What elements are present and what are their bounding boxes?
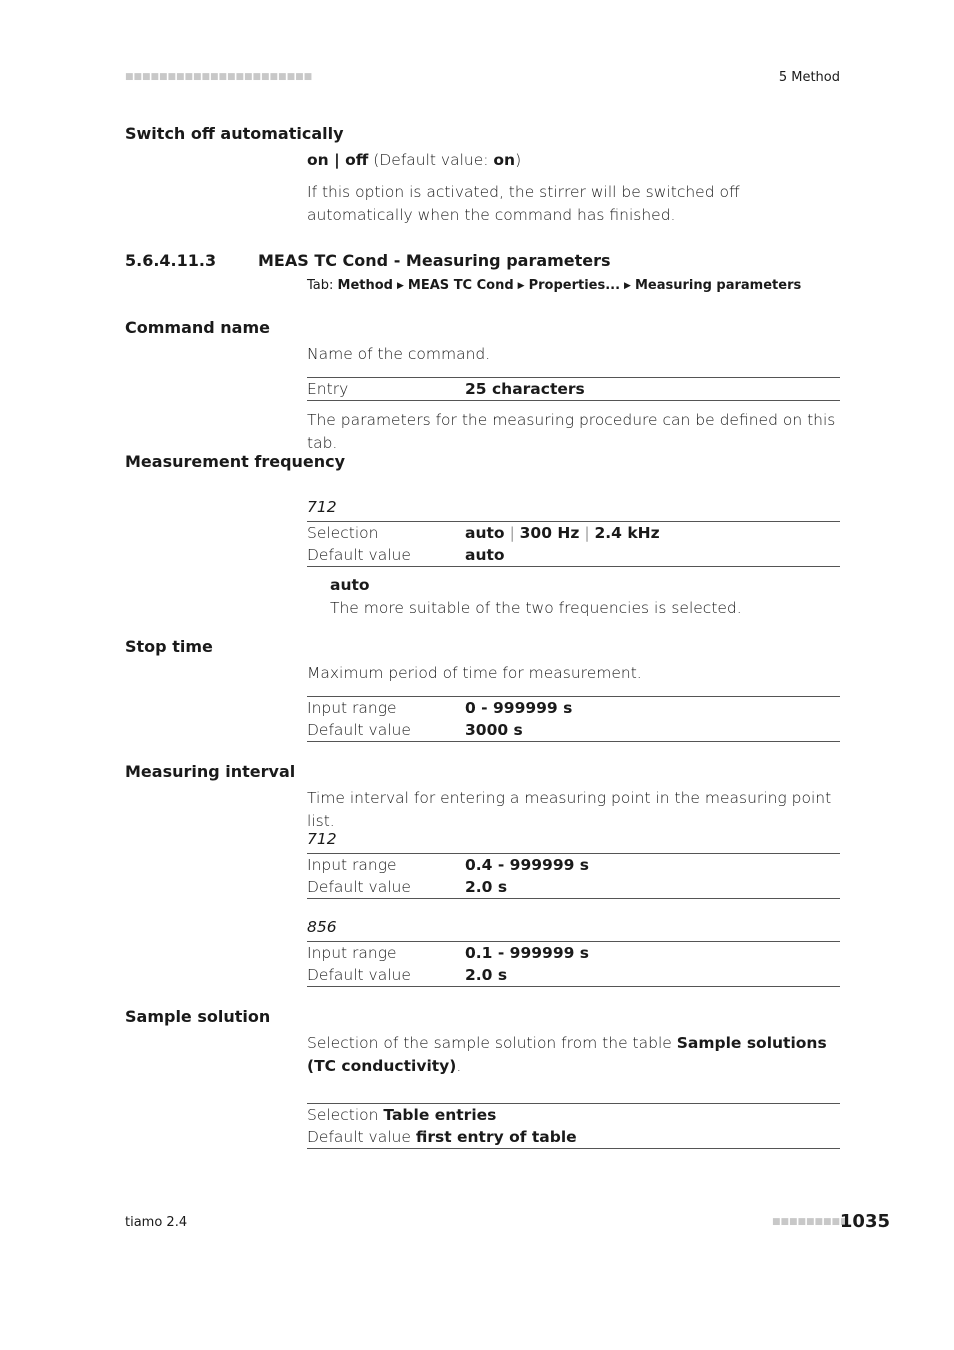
header-dots: ■■■■■■■■■■■■■■■■■■■■■■ (125, 72, 313, 82)
footer-dots: ■■■■■■■■■ (772, 1217, 849, 1227)
stop-time-description: Maximum period of time for measurement. (307, 664, 642, 682)
row-value: 0 - 999999 s (465, 699, 573, 717)
row-value: 25 characters (465, 380, 585, 398)
term-sample-solution: Sample solution (125, 1007, 271, 1026)
path-command: MEAS TC Cond (407, 278, 514, 293)
switch-off-options (307, 149, 840, 172)
row-value: auto | 300 Hz | 2.4 kHz (465, 524, 660, 542)
interval-device-712 (307, 829, 840, 848)
table-row (307, 719, 840, 741)
switch-off-description: If this option is activated, the stirrer will be switched off automatically when the command has finished. (307, 183, 740, 224)
row-value: 0.1 - 999999 s (465, 944, 590, 962)
command-name-after: The parameters for the measuring procedure can be defined on this tab. (307, 411, 836, 452)
option-on: on (307, 151, 329, 169)
command-name-description: Name of the command. (307, 345, 491, 363)
page-number: 1035 (839, 1211, 890, 1232)
device-label: 712 (307, 498, 337, 516)
section-title: MEAS TC Cond - Measuring parameters (258, 251, 611, 270)
tab-path (307, 278, 801, 293)
option-off: off (345, 151, 369, 169)
sample-solution-table (307, 1103, 840, 1149)
device-label: 712 (307, 830, 337, 848)
triangle-right-icon: ▶ (517, 281, 525, 291)
row-value: 3000 s (465, 721, 523, 739)
frequency-table (307, 521, 840, 567)
default-suffix: ) (515, 151, 522, 169)
stop-time-table (307, 696, 840, 742)
row-key: Default value (307, 1128, 411, 1146)
term-switch-off: Switch off automatically (125, 124, 344, 143)
command-name-table (307, 377, 840, 401)
frequency-option-name: auto (330, 576, 370, 594)
desc-suffix: . (456, 1057, 462, 1075)
interval-table-856 (307, 941, 840, 987)
table-row (307, 964, 840, 986)
measuring-interval-description: Time interval for entering a measuring point in the measuring point list. (307, 789, 832, 830)
desc-prefix: Selection of the sample solution from the table (307, 1034, 677, 1052)
row-value: auto (465, 546, 505, 564)
term-measurement-frequency: Measurement frequency (125, 452, 346, 471)
selection-300hz: 300 Hz (519, 524, 580, 542)
row-value: 0.4 - 999999 s (465, 856, 590, 874)
table-row (307, 854, 840, 876)
term-stop-time: Stop time (125, 637, 213, 656)
row-key: Default value (307, 966, 411, 984)
row-key: Input range (307, 699, 397, 717)
selection-2-4khz: 2.4 kHz (594, 524, 660, 542)
table-row (307, 522, 840, 544)
table-row (307, 544, 840, 566)
row-key: Entry (307, 380, 349, 398)
term-measuring-interval: Measuring interval (125, 762, 296, 781)
default-prefix: (Default value: (368, 151, 494, 169)
triangle-right-icon: ▶ (624, 281, 631, 291)
path-tab: Measuring parameters (634, 278, 802, 293)
device-label: 856 (307, 918, 337, 936)
tab-prefix: Tab: (307, 278, 338, 293)
header-chapter: 5 Method (778, 70, 840, 85)
section-number: 5.6.4.11.3 (125, 251, 217, 270)
selection-auto: auto (465, 524, 505, 542)
row-value: 2.0 s (465, 966, 508, 984)
row-value: 2.0 s (465, 878, 508, 896)
interval-table-712 (307, 853, 840, 899)
table-row (307, 876, 840, 898)
table-row (307, 697, 840, 719)
footer-product: tiamo 2.4 (125, 1215, 188, 1230)
term-command-name: Command name (125, 318, 270, 337)
frequency-device (307, 497, 840, 516)
path-properties: Properties... (528, 278, 621, 293)
sample-solution-description (307, 1032, 840, 1078)
row-value: first entry of table (415, 1128, 577, 1146)
row-value: Table entries (383, 1106, 497, 1124)
table-row (307, 1104, 840, 1126)
table-row (307, 378, 840, 400)
interval-device-856 (307, 917, 840, 936)
table-row (307, 942, 840, 964)
option-separator: | (328, 151, 346, 169)
path-method: Method (337, 278, 393, 293)
row-key: Default value (307, 878, 411, 896)
table-row (307, 1126, 840, 1148)
triangle-right-icon: ▶ (397, 281, 404, 291)
frequency-option-desc: The more suitable of the two frequencies is selected. (330, 599, 742, 617)
row-key: Default value (307, 546, 411, 564)
row-key: Selection (307, 524, 379, 542)
row-key: Default value (307, 721, 411, 739)
row-key: Selection (307, 1106, 379, 1124)
row-key: Input range (307, 944, 397, 962)
desc-table-name: Sample solutions (TC conductivity) (307, 1034, 827, 1075)
row-key: Input range (307, 856, 397, 874)
default-value: on (493, 151, 516, 169)
